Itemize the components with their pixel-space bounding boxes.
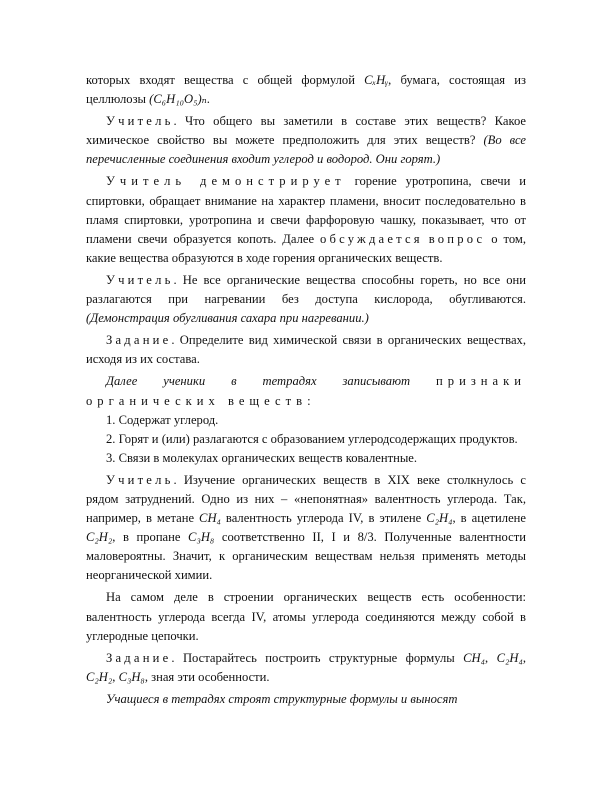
text-run: 3. Связи в молекулах органических веществ ковалентные. <box>106 450 418 465</box>
italic-text: CH₄ <box>463 650 485 665</box>
text-run: , в пропане <box>112 530 189 545</box>
spaced-emphasis-text: вопрос <box>428 231 486 246</box>
text-run: . Не все органические вещества способны гореть, но все они разлагаются при нагревании без доступа кислорода, обугливаются. <box>86 272 526 307</box>
spaced-emphasis-text: Задание <box>106 650 172 665</box>
italic-text: C₂H₂ <box>86 669 113 684</box>
text-run: которых входят вещества с общей формулой <box>86 73 365 87</box>
text-run: На самом деле в строении органических веществ есть особенности: валентность углерода всегда IV, атомы углерода соединяются между собой в углеродные цепочки. <box>86 590 526 643</box>
text-run: 2. Горят и (или) разлагаются с образованием углеродсодержащих продуктов. <box>106 431 518 446</box>
text-run <box>410 374 436 388</box>
italic-text: C₃H₈ <box>118 669 145 684</box>
list-item <box>86 449 526 468</box>
paragraph <box>86 649 526 687</box>
italic-text: C₃H₈ <box>188 530 215 545</box>
list-item <box>86 411 526 430</box>
italic-text: (Во все перечисленные соединения входит углерод и водород. Они горят.) <box>86 133 526 167</box>
text-run: о том, какие вещества образуются в ходе горения органических веществ. <box>86 231 526 265</box>
text-run: . Постарайтесь построить структурные формулы <box>171 650 464 665</box>
italic-text: CH₄ <box>199 511 221 526</box>
text-run: . Определите вид химической связи в органических веществах, исходя из их состава. <box>86 333 526 367</box>
paragraph <box>86 588 526 645</box>
italic-text: (Демонстрация обугливания сахара при нагревании.) <box>86 311 369 326</box>
text-run: , бумага, состоящая из целлюлозы <box>86 73 526 107</box>
paragraph <box>86 690 526 709</box>
document-body <box>86 71 526 709</box>
spaced-emphasis-text: Учитель <box>106 114 174 129</box>
spaced-emphasis-text: обсуждается <box>319 231 423 246</box>
italic-text: C₂H₂ <box>86 530 113 545</box>
italic-text: Учащиеся в тетрадях строят структурные формулы и выносят <box>106 691 458 706</box>
spaced-emphasis-text: Учитель <box>106 472 174 487</box>
spaced-emphasis-text: Задание <box>106 333 172 348</box>
text-run: , <box>485 650 497 665</box>
italic-text: (C₆H₁₀O₅)ₙ <box>149 92 207 107</box>
text-run: горение уротропина, свечи и спиртовки, обращает внимание на характер пламени, вносит последовательно в пламя спиртовки, уротропина и свечи фарфоровую чашку, показывает, что от пламени свечи образуется копоть. Далее <box>86 174 526 246</box>
italic-text: CₓHᵧ <box>364 73 389 87</box>
italic-text: Далее ученики в тетрадях записывают <box>106 374 411 389</box>
paragraph <box>86 471 526 586</box>
spaced-emphasis-text: признаки органических веществ <box>86 374 526 408</box>
list-item <box>86 430 526 449</box>
paragraph <box>86 271 526 328</box>
text-run: . <box>206 92 210 107</box>
text-run: , <box>522 650 526 665</box>
text-run: 1. Содержат углерод. <box>106 412 219 427</box>
text-run: валентность углерода IV, в этилене <box>220 511 427 526</box>
italic-text: C₂H₄ <box>426 511 453 526</box>
paragraph <box>86 112 526 169</box>
text-run: . Что общего вы заметили в составе этих веществ? Какое химическое свойство вы можете предположить для этих веществ? <box>86 114 526 148</box>
paragraph <box>86 172 526 267</box>
text-run: соответственно II, I и 8/3. Полученные валентности маловероятны. Значит, к органическим веществам нельзя применять методы неорганической химии. <box>86 530 526 583</box>
text-run: . Изучение органических веществ в XIX веке столкнулось с рядом затруднений. Одно из них – «непонятная» валентность углерода. Так, например, в метане <box>86 472 526 526</box>
text-run: , зная эти особенности. <box>144 669 270 684</box>
text-run: , <box>112 669 119 684</box>
paragraph <box>86 372 526 410</box>
spaced-emphasis-text: Учитель <box>106 272 174 287</box>
spaced-emphasis-text: Учитель демонстрирует <box>106 174 346 189</box>
paragraph <box>86 71 526 109</box>
italic-text: C₂H₄ <box>496 650 523 665</box>
text-run: , в ацетилене <box>452 511 526 526</box>
text-run: : <box>307 393 311 408</box>
paragraph <box>86 331 526 369</box>
